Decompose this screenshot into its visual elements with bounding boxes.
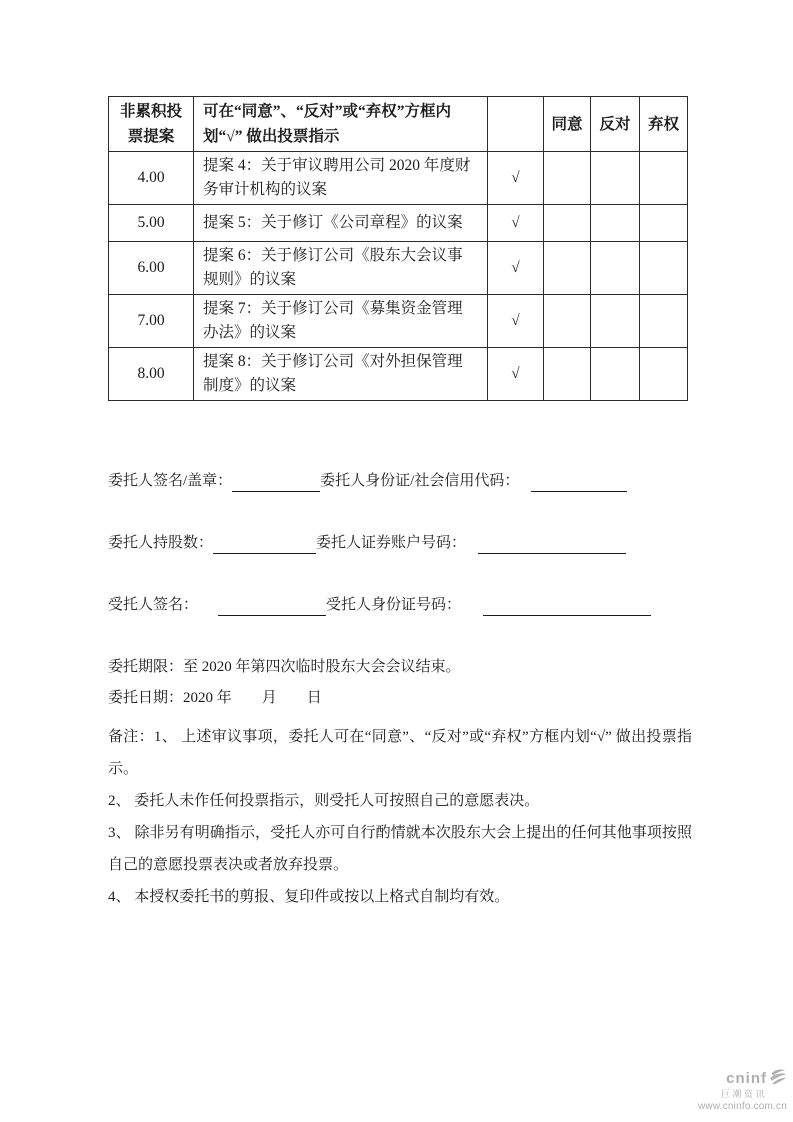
abstain-cell (640, 205, 688, 242)
header-proposal-id: 非累积投票提案 (109, 97, 194, 152)
proposal-id-cell: 4.00 (109, 152, 194, 205)
proposal-id-cell: 5.00 (109, 205, 194, 242)
note-item-4: 4、 本授权委托书的剪报、复印件或按以上格式自制均有效。 (108, 889, 510, 905)
voting-table (108, 96, 688, 401)
proposal-id-cell: 6.00 (109, 242, 194, 295)
table-row (109, 295, 688, 348)
principal-signature-row (108, 470, 627, 492)
proxy-period-line: 委托期限：至 2020 年第四次临时股东大会会议结束。 (108, 659, 461, 675)
principal-sign-label: 委托人签名/盖章： (108, 473, 233, 489)
proposal-text-cell: 提案 5：关于修订《公司章程》的议案 (194, 205, 488, 242)
table-row (109, 242, 688, 295)
principal-account-label: 委托人证券账户号码： (316, 535, 467, 551)
principal-id-label: 委托人身份证/社会信用代码： (320, 473, 520, 489)
vote-mark-cell: √ (488, 295, 544, 348)
cninfo-swirl-icon (767, 1068, 787, 1088)
principal-shares-label: 委托人持股数： (108, 535, 214, 551)
proposal-id-cell: 8.00 (109, 348, 194, 401)
table-row (109, 348, 688, 401)
principal-id-blank-line (531, 473, 627, 492)
cninfo-logo-url: www.cninfo.com.cn (698, 1101, 787, 1112)
proposal-text-cell: 提案 4：关于审议聘用公司 2020 年度财务审计机构的议案 (194, 152, 488, 205)
note-item-2: 2、 委托人未作任何投票指示，则受托人可按照自己的意愿表决。 (108, 793, 540, 809)
table-header-row (109, 97, 688, 152)
vote-mark-cell: √ (488, 348, 544, 401)
against-cell (591, 152, 640, 205)
proposal-text-cell: 提案 6：关于修订公司《股东大会议事规则》的议案 (194, 242, 488, 295)
against-cell (591, 205, 640, 242)
cninfo-logo-text: cninf (726, 1069, 767, 1087)
agree-cell (544, 348, 591, 401)
table-row (109, 205, 688, 242)
trustee-id-blank-line (483, 597, 651, 616)
header-instruction: 可在“同意”、“反对”或“弃权”方框内划“√” 做出投票指示 (194, 97, 488, 152)
note-item-3: 3、 除非另有明确指示，受托人亦可自行酌情就本次股东大会上提出的任何其他事项按照自己的意愿投票表决或者放弃投票。 (108, 825, 692, 873)
vote-mark-cell: √ (488, 242, 544, 295)
proposal-id-cell: 7.00 (109, 295, 194, 348)
proposal-text-cell: 提案 7：关于修订公司《募集资金管理办法》的议案 (194, 295, 488, 348)
abstain-cell (640, 295, 688, 348)
against-cell (591, 242, 640, 295)
agree-cell (544, 205, 591, 242)
against-cell (591, 295, 640, 348)
principal-account-blank-line (478, 535, 626, 554)
note-item-1: 备注：1、 上述审议事项，委托人可在“同意”、“反对”或“弃权”方框内划“√” 做出投票指示。 (108, 729, 692, 777)
trustee-id-label: 受托人身份证号码： (326, 597, 462, 613)
header-mark (488, 97, 544, 152)
notes-section (108, 721, 692, 913)
vote-mark-cell: √ (488, 205, 544, 242)
abstain-cell (640, 152, 688, 205)
principal-shares-blank-line (213, 535, 316, 554)
cninfo-logo-row (698, 1068, 787, 1088)
header-against: 反对 (591, 97, 640, 152)
agree-cell (544, 295, 591, 348)
trustee-signature-row (108, 594, 651, 616)
agree-cell (544, 242, 591, 295)
principal-sign-blank-line (232, 473, 320, 492)
header-agree: 同意 (544, 97, 591, 152)
cninfo-watermark (698, 1068, 787, 1112)
agree-cell (544, 152, 591, 205)
abstain-cell (640, 348, 688, 401)
principal-shares-row (108, 532, 626, 554)
abstain-cell (640, 242, 688, 295)
against-cell (591, 348, 640, 401)
trustee-sign-blank-line (218, 597, 326, 616)
proxy-date-line: 委托日期：2020 年 月 日 (108, 690, 322, 706)
proposal-text-cell: 提案 8：关于修订公司《对外担保管理制度》的议案 (194, 348, 488, 401)
cninfo-logo-chinese: 巨潮资讯 (720, 1089, 767, 1099)
vote-mark-cell: √ (488, 152, 544, 205)
table-row (109, 152, 688, 205)
header-abstain: 弃权 (640, 97, 688, 152)
trustee-sign-label: 受托人签名： (108, 597, 199, 613)
